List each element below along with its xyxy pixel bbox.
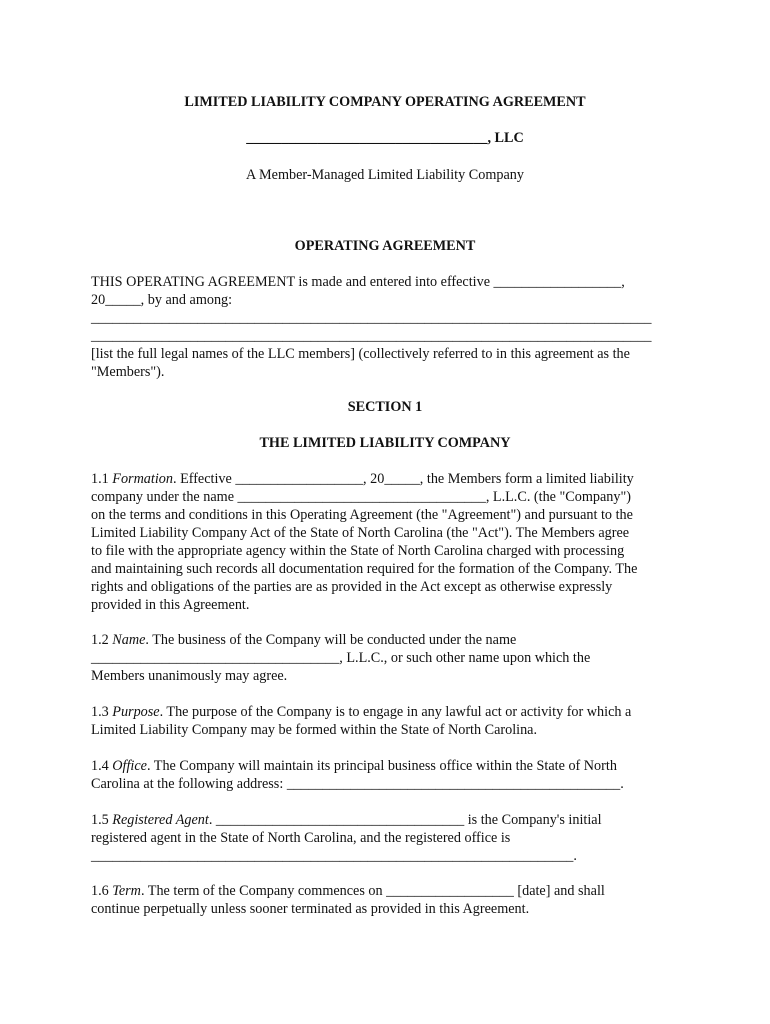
intro-line-3: [list the full legal names of the LLC members] (collectively referred to in this agreement as the (91, 346, 630, 362)
clause-1-6-line-1 (91, 882, 605, 900)
clause-term: Name (112, 632, 146, 648)
clause-1-1-line-8: provided in this Agreement. (91, 597, 250, 613)
clause-number: 1.2 (91, 632, 113, 648)
clause-1-2-line-3: Members unanimously may agree. (91, 668, 288, 684)
clause-1-1-line-1 (91, 470, 634, 488)
agreement-heading: OPERATING AGREEMENT (294, 238, 476, 254)
clause-term: Registered Agent (112, 812, 209, 828)
intro-line-2: 20_____, by and among: (91, 292, 233, 308)
clause-text: . The business of the Company will be conducted under the name (145, 632, 517, 648)
clause-1-5-line-3: ____________________________________________________________________. (91, 848, 577, 864)
clause-1-1-line-7: rights and obligations of the parties are as provided in the Act except as otherwise expressly (91, 579, 613, 595)
clause-1-1-line-3: on the terms and conditions in this Operating Agreement (the "Agreement") and pursuant to the (91, 507, 633, 523)
clause-number: 1.4 (91, 758, 113, 774)
clause-1-6-line-2: continue perpetually unless sooner terminated as provided in this Agreement. (91, 901, 530, 917)
clause-term: Formation (112, 471, 173, 487)
members-blank-1: _______________________________________________________________________________ (91, 310, 652, 326)
clause-1-5-line-2: registered agent in the State of North Carolina, and the registered office is (91, 830, 511, 846)
clause-1-3-line-1 (91, 703, 631, 721)
clause-1-1-line-6: and maintaining such records all documentation required for the formation of the Company. The (91, 561, 638, 577)
document-subtitle: A Member-Managed Limited Liability Company (246, 167, 524, 183)
clause-text: . The Company will maintain its principal business office within the State of North (146, 758, 617, 774)
clause-text: . The purpose of the Company is to engage in any lawful act or activity for which a (159, 704, 632, 720)
company-name-line: __________________________________, LLC (246, 130, 524, 146)
clause-1-3-line-2: Limited Liability Company may be formed within the State of North Carolina. (91, 722, 538, 738)
clause-term: Office (112, 758, 147, 774)
section-title: THE LIMITED LIABILITY COMPANY (259, 435, 511, 451)
clause-1-1-line-5: to file with the appropriate agency within the State of North Carolina charged with processing (91, 543, 625, 559)
clause-text: . ___________________________________ is the Company's initial (208, 812, 602, 828)
clause-term: Purpose (112, 704, 160, 720)
clause-term: Term (112, 883, 141, 899)
members-blank-2: _______________________________________________________________________________ (91, 328, 652, 344)
clause-text: . Effective __________________, 20_____, the Members form a limited liability (172, 471, 634, 487)
document-title: LIMITED LIABILITY COMPANY OPERATING AGREEMENT (184, 94, 586, 110)
clause-1-2-line-2: ___________________________________, L.L.C., or such other name upon which the (91, 650, 591, 666)
section-number: SECTION 1 (347, 399, 423, 415)
clause-1-1-line-4: Limited Liability Company Act of the State of North Carolina (the "Act"). The Members agree (91, 525, 630, 541)
clause-number: 1.3 (91, 704, 113, 720)
clause-1-4-line-2: Carolina at the following address: _______________________________________________. (91, 776, 624, 792)
clause-1-4-line-1 (91, 757, 617, 775)
clause-1-2-line-1 (91, 631, 516, 649)
clause-text: . The term of the Company commences on __________________ [date] and shall (140, 883, 605, 899)
clause-1-5-line-1 (91, 811, 602, 829)
intro-line-4: "Members"). (91, 364, 165, 380)
clause-number: 1.6 (91, 883, 113, 899)
clause-number: 1.5 (91, 812, 113, 828)
clause-1-1-line-2: company under the name ___________________________________, L.L.C. (the "Company") (91, 489, 631, 505)
intro-line-1: THIS OPERATING AGREEMENT is made and entered into effective __________________, (91, 274, 625, 290)
clause-number: 1.1 (91, 471, 113, 487)
